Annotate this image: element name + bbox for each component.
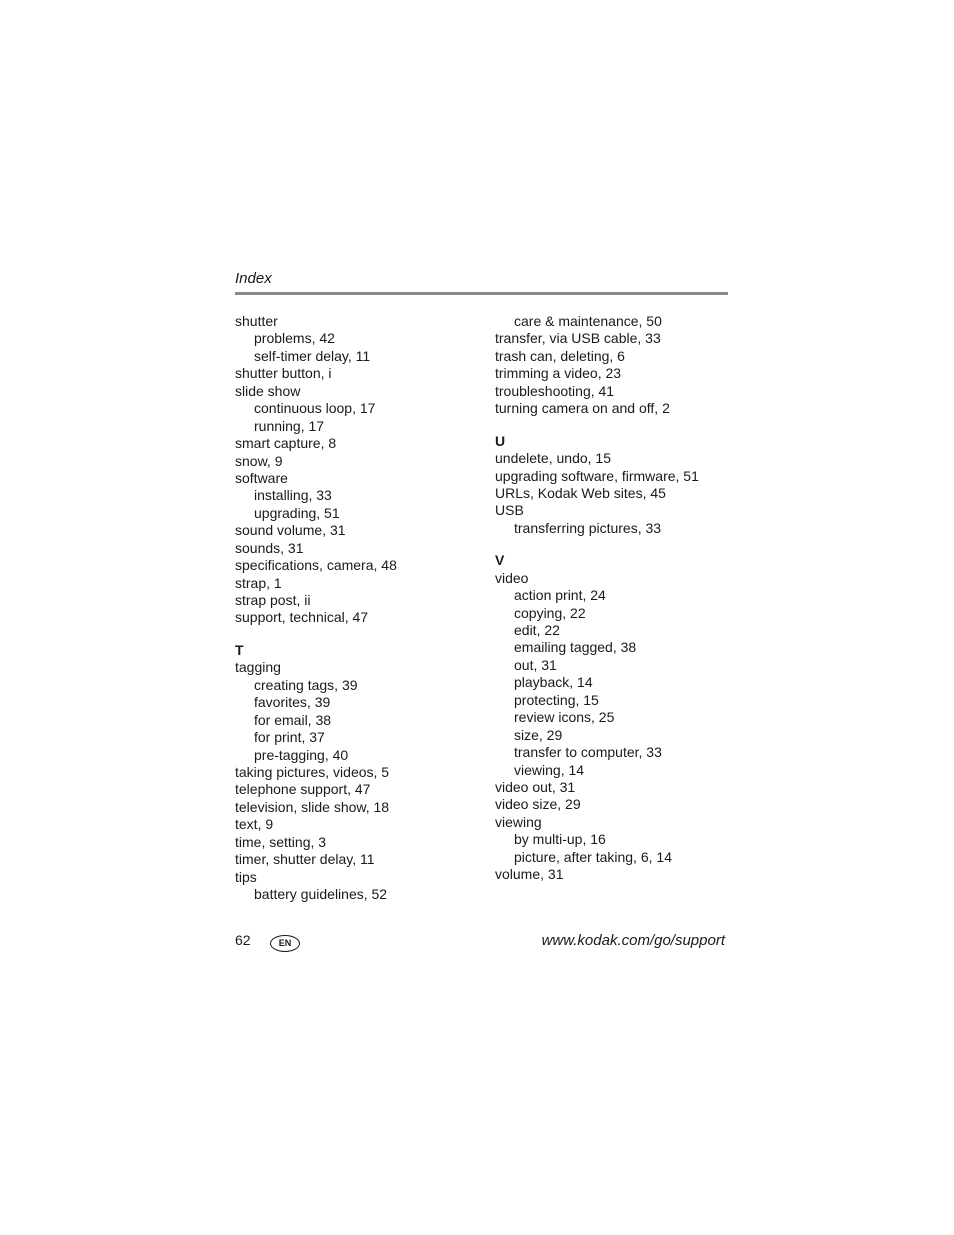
index-subentry: pre-tagging, 40	[254, 746, 349, 763]
index-subentry: favorites, 39	[254, 694, 331, 711]
index-section-letter: U	[495, 432, 506, 449]
index-entry: shutter	[235, 313, 278, 329]
index-subentry: installing, 33	[254, 487, 332, 504]
index-entry: trimming a video, 23	[495, 365, 622, 382]
page-number: 62	[235, 932, 251, 948]
index-subentry: protecting, 15	[514, 691, 599, 708]
index-subentry: upgrading, 51	[254, 504, 340, 521]
section-spacer	[495, 418, 735, 433]
index-subentry: out, 31	[514, 656, 557, 673]
index-subentry: problems, 42	[254, 330, 335, 347]
index-subentry: transfer to computer, 33	[514, 744, 662, 761]
index-subentry: edit, 22	[514, 622, 560, 638]
index-subentry: copying, 22	[514, 604, 586, 621]
index-entry: text, 9	[235, 816, 274, 833]
index-entry: smart capture, 8	[235, 435, 337, 452]
index-section-letter: V	[495, 552, 505, 569]
index-entry: shutter button, i	[235, 365, 332, 382]
index-entry: time, setting, 3	[235, 833, 327, 850]
index-entry: USB	[495, 502, 524, 519]
index-subentry: care & maintenance, 50	[514, 313, 662, 329]
index-entry: sounds, 31	[235, 539, 304, 556]
index-subentry: battery guidelines, 52	[254, 886, 388, 902]
index-subentry: creating tags, 39	[254, 676, 358, 693]
index-entry: software	[235, 469, 288, 486]
index-entry: snow, 9	[235, 452, 283, 469]
section-spacer	[495, 537, 735, 552]
index-entry: video out, 31	[495, 778, 576, 795]
index-entry: strap post, ii	[235, 592, 311, 608]
index-subentry: action print, 24	[514, 587, 606, 604]
index-column-left	[235, 313, 475, 903]
index-subentry: emailing tagged, 38	[514, 639, 637, 656]
index-entry: tagging	[235, 659, 281, 676]
index-entry: turning camera on and off, 2	[495, 400, 670, 417]
index-entry: URLs, Kodak Web sites, 45	[495, 484, 666, 501]
index-entry: volume, 31	[495, 866, 564, 883]
index-entry: trash can, deleting, 6	[495, 347, 625, 364]
index-subentry: continuous loop, 17	[254, 400, 376, 417]
index-column-right	[495, 313, 735, 884]
index-entry: strap, 1	[235, 574, 282, 591]
index-entry: undelete, undo, 15	[495, 450, 611, 467]
index-entry: viewing	[495, 813, 542, 830]
index-subentry: by multi-up, 16	[514, 831, 606, 848]
footer-url: www.kodak.com/go/support	[541, 932, 725, 949]
language-badge-icon: EN	[270, 935, 300, 952]
index-subentry: viewing, 14	[514, 761, 585, 778]
index-section-letter: T	[235, 641, 244, 658]
index-subentry: running, 17	[254, 417, 325, 434]
index-subentry: playback, 14	[514, 674, 593, 691]
page-header-title: Index	[235, 270, 272, 287]
index-entry: sound volume, 31	[235, 522, 346, 539]
header-rule	[235, 292, 728, 295]
index-entry: timer, shutter delay, 11	[235, 851, 375, 868]
index-subentry: size, 29	[514, 726, 563, 743]
index-entry: slide show	[235, 382, 301, 399]
index-subentry: review icons, 25	[514, 709, 615, 726]
section-spacer	[235, 627, 475, 642]
index-entry: specifications, camera, 48	[235, 557, 397, 574]
index-entry: television, slide show, 18	[235, 798, 390, 815]
index-subentry: picture, after taking, 6, 14	[514, 848, 672, 865]
index-subentry: for print, 37	[254, 729, 325, 746]
index-subentry: self-timer delay, 11	[254, 347, 371, 364]
index-entry: support, technical, 47	[235, 609, 369, 626]
index-entry: troubleshooting, 41	[495, 382, 615, 399]
index-entry: video	[495, 569, 529, 586]
index-entry: tips	[235, 868, 257, 885]
index-subentry: transferring pictures, 33	[514, 519, 662, 536]
index-entry: upgrading software, firmware, 51	[495, 467, 699, 484]
index-subentry: for email, 38	[254, 711, 332, 728]
index-entry: transfer, via USB cable, 33	[495, 330, 661, 347]
index-entry: taking pictures, videos, 5	[235, 763, 390, 780]
index-entry: telephone support, 47	[235, 781, 371, 798]
index-entry: video size, 29	[495, 796, 581, 813]
